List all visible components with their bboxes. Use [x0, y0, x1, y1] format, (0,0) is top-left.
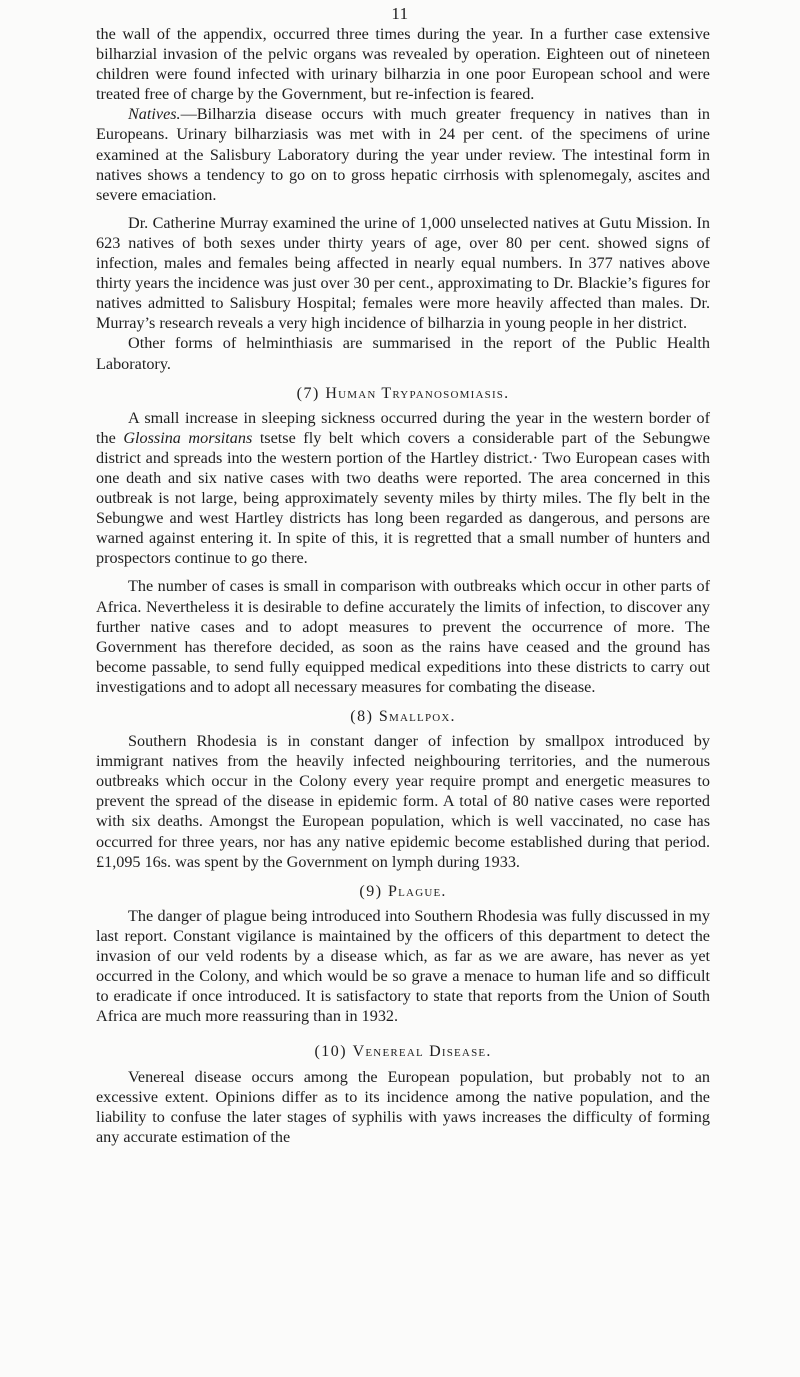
section-heading-plague	[96, 882, 710, 902]
paragraph-plague: The danger of plague being introduced into Southern Rhodesia was fully discussed in my last report. Constant vigilance is maintained by the officers of this department to detect the invasion of our veld rodents by a disease which, as far as we are aware, has never as yet occurred in the Colony, and which would be so grave a menace to human life and so difficult to eradicate if once introduced. It is satisfactory to state that reports from the Union of South Africa are much more reassuring than in 1932.	[96, 906, 710, 1026]
paragraph-expeditions: The number of cases is small in comparison with outbreaks which occur in other parts of Africa. Nevertheless it is desirable to define accurately the limits of infection, to discover any further native cases and to adopt measures to prevent the occurrence of more. The Government has therefore decided, as soon as the rains have ceased and the ground has become passable, to send fully equipped medical expeditions into these districts to carry out investigations and to adopt all necessary measures for combating the disease.	[96, 577, 710, 696]
italic-species-name: Glossina morsitans	[123, 428, 253, 447]
section-number: (9)	[359, 882, 383, 900]
paragraph-sleeping-sickness: A small increase in sleeping sickness occurred during the year in the western border of the Glossina morsitans tsetse fly belt which covers a considerable part of the Sebungwe district and spreads into the western portion of the Hartley district.· Two European cases with one death and six native cases with two deaths were reported. The area concerned in this outbreak is not large, being approximately seventy miles by thirty miles. The fly belt in the Sebungwe and west Hartley districts has long been regarded as dangerous, and persons are warned against entering it. In spite of this, it is regretted that a small number of hunters and prospectors continue to go there.	[96, 408, 710, 568]
section-number: (7)	[296, 384, 320, 402]
page-body	[96, 24, 710, 1147]
paragraph-smallpox: Southern Rhodesia is in constant danger of infection by smallpox introduced by immigrant natives from the heavily infected neighbouring territories, and the numerous outbreaks which occur in the Colony every year require prompt and energetic measures to prevent the spread of the disease in epidemic form. A total of 80 native cases were reported with six deaths. Amongst the European population, which is well vaccinated, no case has occurred for three years, nor has any native epidemic become established during that period. £1,095 16s. was spent by the Government on lymph during 1933.	[96, 732, 710, 871]
section-heading-trypanosomiasis	[96, 384, 710, 404]
paragraph-murray-gutu: Dr. Catherine Murray examined the urine of 1,000 unselected natives at Gutu Mission. In 623 natives of both sexes under thirty years of age, over 80 per cent. showed signs of infection, males and females being affected in nearly equal numbers. In 377 natives above thirty years the incidence was just over 30 per cent., approximating to Dr. Blackie’s figures for natives admitted to Salisbury Hospital; females were more heavily affected than males. Dr. Murray’s research reveals a very high incidence of bilharzia in young people in her district.	[96, 213, 710, 333]
section-heading-venereal	[96, 1042, 710, 1062]
paragraph-appendix-continuation: the wall of the appendix, occurred three times during the year. In a further case extensive bilharzial invasion of the pelvic organs was revealed by operation. Eighteen out of nineteen children were found infected with urinary bilharzia in one poor European school and were treated free of charge by the Government, but re-infection is feared.	[96, 25, 710, 104]
section-number: (10)	[314, 1043, 348, 1061]
section-title: Plague.	[388, 882, 447, 900]
section-title: Human Trypanosomiasis.	[325, 384, 510, 402]
section-number: (8)	[350, 708, 374, 725]
section-title: Venereal Disease.	[352, 1043, 492, 1061]
section-heading-smallpox	[96, 707, 710, 727]
section-title: Smallpox.	[378, 708, 456, 725]
paragraph-helminthiasis: Other forms of helminthiasis are summarised in the report of the Public Health Laboratory.	[96, 334, 710, 373]
paragraph-natives: Natives.—Bilharzia disease occurs with much greater frequency in natives than in Europeans. Urinary bilharziasis was met with in 24 per cent. of the specimens of urine examined at the Salisbury Laboratory during the year under review. The intestinal form in natives shows a tendency to go on to gross hepatic cirrhosis with splenomegaly, ascites and severe emaciation.	[96, 105, 710, 204]
lead-italic-natives: Natives.	[128, 105, 181, 124]
scan-speck	[96, 1026, 710, 1032]
page-number: 11	[391, 4, 409, 23]
paragraph-venereal: Venereal disease occurs among the European population, but probably not to an excessive extent. Opinions differ as to its incidence among the native population, and the liability to confuse the later stages of syphilis with yaws increases the difficulty of forming any accurate estimation of the	[96, 1067, 710, 1146]
